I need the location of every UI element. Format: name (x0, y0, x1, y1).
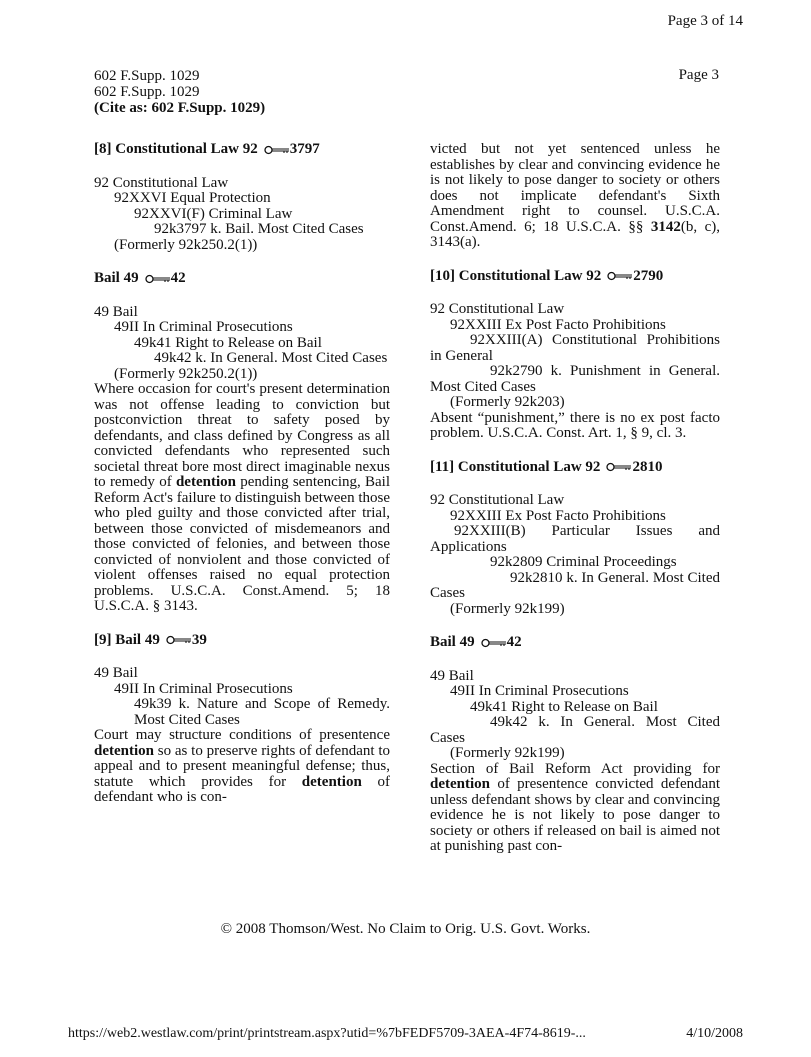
page-counter: Page 3 of 14 (667, 13, 743, 29)
topic-line: 92XXIII Ex Post Facto Prohibitions (450, 507, 666, 524)
bail-42-text-2 (430, 762, 720, 855)
key-number-icon (481, 638, 507, 648)
headnote-11-heading (430, 460, 720, 476)
text-run-bold: 3142 (650, 218, 681, 235)
headnote-9-number: 39 (191, 631, 207, 648)
text-run-bold: detention (175, 474, 236, 490)
topic-line: 49II In Criminal Prosecutions (114, 680, 293, 697)
bail-label: Bail 49 (94, 270, 139, 286)
text-run: of defendant who is con- (94, 773, 390, 805)
headnote-8-topics (94, 176, 390, 254)
topic-line: 49II In Criminal Prosecutions (114, 319, 293, 335)
topic-line: 49k39 k. Nature and Scope of Remedy. Most Cited Cases (134, 696, 390, 728)
text-run: pending sentencing, Bail Reform Act's failure to distinguish between those who pled guilty and those convicted after trial, between those convicted of misdemeanors and those convicted of felonies, and between those convicted of nonviolent and those convicted of violent offenses raised no equal protection problems. U.S.C.A. Const.Amend. 5; 18 U.S.C.A. § 3143. (94, 474, 391, 614)
topic-line: 92XXVI(F) Criminal Law (134, 205, 293, 222)
key-number-icon (264, 145, 290, 155)
topic-line: 49k42 k. In General. Most Cited Cases (430, 714, 720, 746)
left-column (94, 142, 390, 806)
key-number-icon (606, 462, 632, 472)
bail-label: Bail 49 (430, 634, 475, 650)
text-run: Where occasion for court's present determination was not offense leading to conviction but postconviction threat to safety posed by defendants, and class defined by Congress as all convicted defendants who represented such societal threat bore most direct imaginable nexus to remedy of (94, 381, 390, 490)
text-run-bold: detention (430, 776, 490, 792)
topic-line: 92k2809 Criminal Proceedings (490, 554, 677, 570)
bail-42-heading (94, 271, 390, 287)
topic-line: 92XXIII(B) Particular Issues and Applications (430, 523, 720, 555)
text-run: Court may structure conditions of presentence (94, 727, 390, 743)
bail-number: 42 (170, 270, 186, 286)
headnote-8-heading (94, 142, 390, 158)
topic-line: 92 Constitutional Law (94, 174, 229, 191)
headnote-8-label: [8] Constitutional Law 92 (94, 141, 258, 157)
topic-line: 92 Constitutional Law (430, 301, 565, 317)
key-number-icon (166, 635, 192, 645)
topic-line: (Formerly 92k199) (450, 600, 565, 617)
text-run: Section of Bail Reform Act providing for (430, 760, 720, 777)
citation-block (94, 68, 265, 116)
citation-line-1: 602 F.Supp. 1029 (94, 68, 200, 84)
cite-as: (Cite as: 602 F.Supp. 1029) (94, 100, 266, 116)
topic-line: 92XXVI Equal Protection (114, 190, 271, 206)
footer-url: https://web2.westlaw.com/print/printstream.aspx?utid=%7bFEDF5709-3AEA-4F74-8619-... (68, 1025, 586, 1041)
right-column (430, 142, 720, 855)
topic-line: 49k42 k. In General. Most Cited Cases (154, 350, 388, 366)
headnote-9-text (94, 728, 390, 806)
bail-42-topics (94, 305, 390, 383)
headnote-10-number: 2790 (633, 267, 664, 284)
headnote-10-topics (430, 302, 720, 411)
topic-line: 92XXIII(A) Constitutional Prohibitions in General (430, 332, 720, 364)
text-run: victed but not yet sentenced unless he establishes by clear and convincing evidence he is not likely to pose danger to society or others does not implicate defendant's Sixth Amendment right to counsel. U.S.C.A. Const.Amend. 6; 18 U.S.C.A. §§ (430, 141, 720, 235)
bail-42-heading-2 (430, 635, 720, 651)
headnote-8-number: 3797 (289, 141, 320, 157)
continued-text (430, 142, 720, 251)
topic-line: 49k41 Right to Release on Bail (470, 698, 658, 715)
headnote-11-label: [11] Constitutional Law 92 (430, 458, 601, 475)
headnote-11-topics (430, 493, 720, 617)
headnote-10-text: Absent “punishment,” there is no ex post facto problem. U.S.C.A. Const. Art. 1, § 9, cl. 3. (430, 409, 720, 441)
topic-line: 49 Bail (94, 303, 138, 320)
topic-line: 92 Constitutional Law (430, 492, 565, 508)
topic-line: (Formerly 92k199) (450, 745, 565, 761)
key-number-icon (607, 271, 633, 281)
headnote-10-heading (430, 269, 720, 285)
topic-line: 49II In Criminal Prosecutions (450, 683, 629, 699)
text-run-bold: detention (301, 773, 362, 790)
headnote-10-label: [10] Constitutional Law 92 (430, 267, 602, 284)
citation-line-2: 602 F.Supp. 1029 (94, 84, 200, 100)
topic-line: 92k2790 k. Punishment in General. Most Cited Cases (430, 363, 720, 395)
text-run-bold: detention (94, 742, 154, 759)
key-number-icon (145, 274, 171, 284)
topic-line: 49 Bail (430, 667, 474, 684)
topic-line: 49 Bail (94, 665, 138, 681)
footer-date: 4/10/2008 (686, 1025, 743, 1041)
footer-copyright: © 2008 Thomson/West. No Claim to Orig. U.S. Govt. Works. (220, 921, 591, 937)
topic-line: 92XXIII Ex Post Facto Prohibitions (450, 316, 666, 333)
topic-line: 92k3797 k. Bail. Most Cited Cases (154, 221, 364, 237)
bail-42-topics-2 (430, 669, 720, 762)
text-run: of presentence convicted defendant unless defendant shows by clear and convincing evidence he is not likely to pose danger to society or others if released on bail is aimed not at punishing past con- (430, 776, 720, 854)
headnote-9-heading (94, 633, 390, 649)
topic-line: 92k2810 k. In General. Most Cited Cases (430, 569, 720, 601)
headnote-9-topics (94, 666, 390, 728)
topic-line: (Formerly 92k250.2(1)) (114, 365, 258, 382)
headnote-9-label: [9] Bail 49 (94, 631, 160, 648)
text-run: so as to preserve rights of defendant to appeal and to present meaningful defense; thus, statute which provides for (94, 742, 390, 790)
topic-line: (Formerly 92k250.2(1)) (114, 236, 258, 253)
page-label: Page 3 (678, 67, 719, 83)
topic-line: 49k41 Right to Release on Bail (134, 334, 322, 351)
text-run: (b, c), 3143(a). (430, 218, 720, 250)
bail-number: 42 (506, 634, 522, 650)
topic-line: (Formerly 92k203) (450, 394, 565, 410)
headnote-11-number: 2810 (632, 458, 663, 475)
headnote-8-text (94, 382, 390, 615)
